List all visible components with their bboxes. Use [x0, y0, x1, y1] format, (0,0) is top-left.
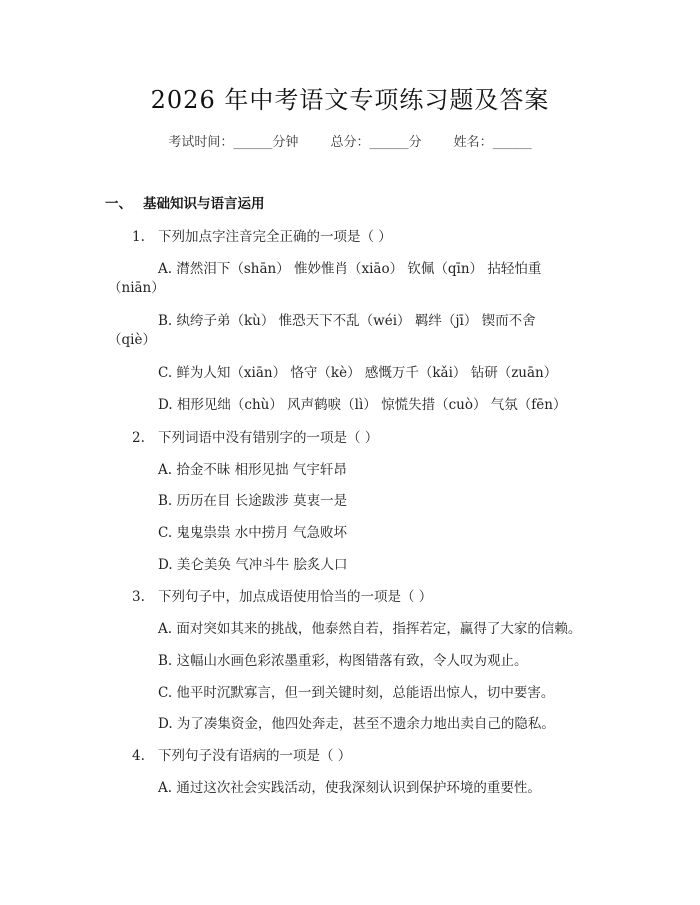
q2-option-b: B. 历历在目 长途跋涉 莫衷一是	[158, 493, 348, 509]
q3-option-d: D. 为了凑集资金，他四处奔走，甚至不遗余力地出卖自己的隐私。	[158, 716, 555, 732]
q2-option-a: A. 拾金不昧 相形见拙 气宇轩昂	[158, 462, 347, 478]
section-heading	[105, 192, 265, 212]
section-number: 一、	[105, 196, 132, 212]
page-title: 2026 年中考语文专项练习题及答案	[150, 86, 550, 114]
q4-option-a: A. 通过这次社会实践活动，使我深刻认识到保护环境的重要性。	[158, 780, 541, 796]
question-stem: 下列句子没有语病的一项是（ ）	[158, 748, 352, 764]
q1-option-a-cont: （niān）	[108, 280, 165, 296]
question-1	[132, 225, 392, 245]
q1-option-c: C. 鲜为人知（xiān） 恪守（kè） 感慨万千（kǎi） 钻研（zuān）	[158, 365, 558, 381]
q1-option-b-cont: （qiè）	[108, 332, 156, 348]
section-label: 基础知识与语言运用	[143, 196, 265, 212]
question-stem: 下列加点字注音完全正确的一项是（ ）	[158, 229, 392, 245]
q2-option-c: C. 鬼鬼祟祟 水中捞月 气急败坏	[158, 525, 348, 541]
exam-time: 考试时间：______分钟	[168, 135, 299, 150]
question-number: 3.	[132, 589, 145, 605]
q1-option-d: D. 相形见绌（chù） 风声鹤唳（lì） 惊慌失措（cuò） 气氛（fēn）	[158, 397, 567, 413]
exam-score: 总分：______分	[330, 135, 422, 150]
exam-meta	[0, 131, 700, 150]
q3-option-a: A. 面对突如其来的挑战，他泰然自若，指挥若定，赢得了大家的信赖。	[158, 621, 582, 637]
q3-option-b: B. 这幅山水画色彩浓墨重彩，构图错落有致，令人叹为观止。	[158, 653, 528, 669]
q2-option-d: D. 美仑美奂 气冲斗牛 脍炙人口	[158, 557, 348, 573]
question-stem: 下列句子中，加点成语使用恰当的一项是（ ）	[158, 589, 433, 605]
q1-option-b: B. 纨绔子弟（kù） 惟恐天下不乱（wéi） 羁绊（jī） 锲而不舍	[158, 313, 536, 329]
question-4	[132, 744, 351, 764]
question-3	[132, 585, 432, 605]
question-number: 2.	[132, 430, 145, 446]
question-number: 1.	[132, 229, 145, 245]
q3-option-c: C. 他平时沉默寡言，但一到关键时刻，总能语出惊人，切中要害。	[158, 685, 555, 701]
question-2	[132, 426, 378, 446]
student-name: 姓名：______	[453, 135, 532, 150]
q1-option-a: A. 潸然泪下（shān） 惟妙惟肖（xiāo） 钦佩（qīn） 拈轻怕重	[158, 261, 542, 277]
question-stem: 下列词语中没有错别字的一项是（ ）	[158, 430, 379, 446]
question-number: 4.	[132, 748, 145, 764]
